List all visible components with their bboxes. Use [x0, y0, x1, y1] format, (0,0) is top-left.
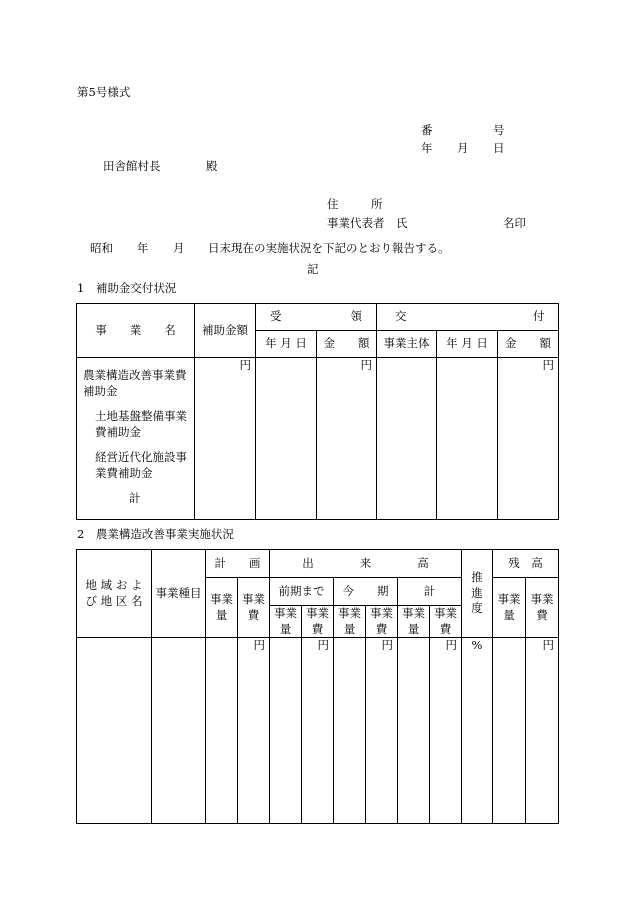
delivered-date-cell	[437, 358, 498, 520]
prev-volume: 事業量	[270, 606, 302, 638]
remaining-cost-yen: 円	[526, 638, 559, 824]
go-label: 号	[493, 123, 505, 137]
header-received: 受 領	[256, 304, 377, 331]
delivered-amount-yen: 円	[498, 358, 559, 520]
header-project-type: 事業種目	[152, 550, 206, 638]
header-received-amount: 金 額	[317, 331, 377, 358]
current-volume: 事業量	[334, 606, 366, 638]
plan-cost-yen: 円	[238, 638, 270, 824]
header-achieved: 出 来 高	[270, 550, 462, 578]
current-cost-yen: 円	[366, 638, 398, 824]
subsidy-table	[76, 303, 559, 520]
current-volume-cell	[334, 638, 366, 824]
plan-cost: 事業費	[238, 578, 270, 638]
statement-year: 年	[137, 241, 149, 255]
row-1-name: 農業構造改善事業費補助金	[83, 368, 187, 398]
number-label: 番	[421, 123, 433, 137]
area-cell	[77, 638, 152, 824]
header-received-date: 年 月 日	[256, 331, 317, 358]
current-cost: 事業費	[366, 606, 398, 638]
header-project-name: 事 業 名	[77, 304, 195, 358]
remaining-volume: 事業量	[493, 578, 526, 638]
section1-title: 1 補助金交付状況	[77, 281, 177, 295]
ki-label: 記	[307, 262, 319, 276]
address-label-2: 所	[371, 197, 383, 211]
prev-cost: 事業費	[302, 606, 334, 638]
day-label: 日	[493, 141, 505, 155]
statement-month: 月	[173, 241, 185, 255]
remaining-cost: 事業費	[526, 578, 559, 638]
entity-cell	[377, 358, 437, 520]
seal-label: 名印	[503, 216, 526, 230]
prev-cost-yen: 円	[302, 638, 334, 824]
year-label: 年	[421, 141, 433, 155]
month-label: 月	[457, 141, 469, 155]
header-plan: 計 画	[206, 550, 270, 578]
header-subsidy-amount: 補助金額	[195, 304, 256, 358]
representative-label: 事業代表者 氏	[327, 216, 408, 230]
plan-volume-cell	[206, 638, 238, 824]
received-amount-yen: 円	[317, 358, 377, 520]
total-cost-yen: 円	[430, 638, 462, 824]
form-number: 第5号様式	[77, 85, 131, 99]
total-cost: 事業費	[430, 606, 462, 638]
progress-percent: %	[462, 638, 493, 824]
section2-title: 2 農業構造改善事業実施状況	[77, 527, 234, 541]
received-date-cell	[256, 358, 317, 520]
header-entity: 事業主体	[377, 331, 437, 358]
total-volume: 事業量	[398, 606, 430, 638]
header-remaining: 残 高	[493, 550, 559, 578]
era-label: 昭和	[90, 241, 113, 255]
header-area: 地 域 お よ び 地 区 名	[77, 550, 152, 638]
row-2-name: 土地基盤整備事業費補助金	[95, 409, 187, 439]
row-total-name: 計	[129, 491, 141, 506]
implementation-table	[76, 549, 559, 824]
header-total: 計	[398, 578, 462, 606]
addressee: 田舎館村長	[103, 159, 161, 173]
header-prev: 前期まで	[270, 578, 334, 606]
address-label-1: 住	[327, 197, 339, 211]
subsidy-yen: 円	[195, 358, 256, 520]
type-cell	[152, 638, 206, 824]
remaining-volume-cell	[493, 638, 526, 824]
total-volume-cell	[398, 638, 430, 824]
header-current: 今 期	[334, 578, 398, 606]
project-names-cell	[77, 358, 195, 520]
header-progress: 推 進 度	[462, 550, 493, 638]
header-delivered: 交 付	[377, 304, 559, 331]
plan-volume: 事業量	[206, 578, 238, 638]
honorific: 殿	[206, 159, 218, 173]
header-delivered-date: 年 月 日	[437, 331, 498, 358]
header-delivered-amount: 金 額	[498, 331, 559, 358]
statement-text: 日末現在の実施状況を下記のとおり報告する。	[208, 241, 450, 255]
prev-volume-cell	[270, 638, 302, 824]
row-3-name: 経営近代化施設事業費補助金	[95, 450, 187, 480]
